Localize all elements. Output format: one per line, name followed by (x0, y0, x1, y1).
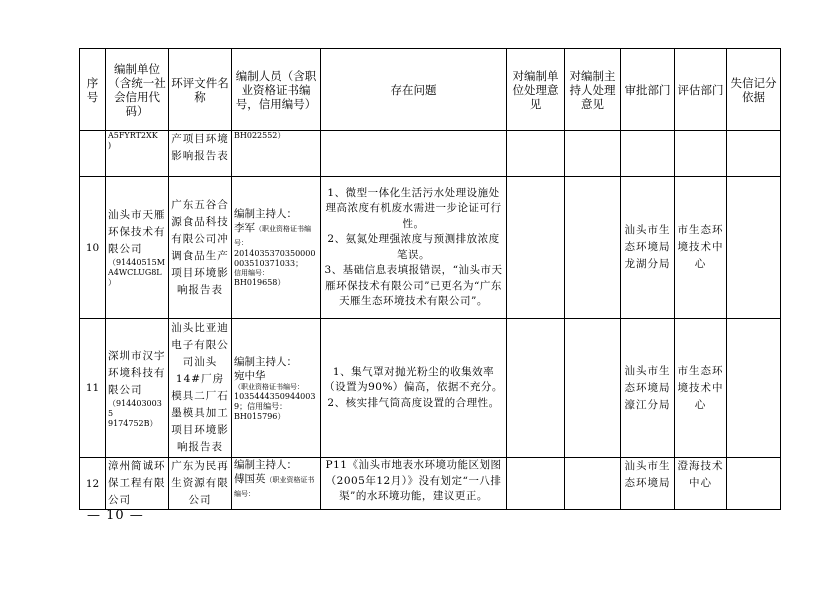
table-header-row (80, 49, 781, 131)
problem-item: P11《汕头市地表水环境功能区划图（2005年12月）》没有划定“一八排渠”的水环境功能，建议更正。 (325, 459, 502, 502)
staff-cert: 2014035370350000003510371033； (234, 249, 316, 268)
cell-unit: 漳州简诚环保工程有限公司 (106, 458, 169, 510)
unit-code: A5FYRT2XK ) (108, 131, 158, 150)
header-staff: 编制人员（含职业资格证书编号，信用编号） (232, 49, 321, 131)
cell-assess (675, 131, 727, 177)
page-number: — 10 — (87, 508, 144, 523)
staff-title: 编制主持人： (234, 355, 297, 368)
problem-table (79, 48, 781, 510)
problem-item: 3、基础信息表填报错误，“汕头市天雁环保技术有限公司”已更名为“广东天雁生态环境技术有限公司”。 (324, 264, 503, 307)
cell-unit (106, 319, 169, 458)
cell-problem (321, 177, 507, 319)
staff-code: BH022552） (234, 131, 286, 140)
cell-staff (232, 458, 321, 510)
cell-doc: 汕头比亚迪电子有限公司汕头14#厂房模具二厂石墨模具加工项目环境影响报告表 (169, 319, 232, 458)
cell-seq: 12 (80, 458, 106, 510)
cell-unit-opinion (507, 458, 565, 510)
cell-approval: 汕头市生态环境局濠江分局 (621, 319, 675, 458)
header-problem: 存在问题 (321, 49, 507, 131)
problem-item: 1、集气罩对抛光粉尘的收集效率（设置为90%）偏高，依据不充分。 (324, 365, 503, 394)
table-row (80, 458, 781, 510)
cell-assess: 市生态环境技术中心 (675, 177, 727, 319)
header-host-opinion: 对编制主持人处理意见 (565, 49, 621, 131)
staff-credit: BH019658） (234, 278, 286, 287)
staff-name: 宛中华 (234, 369, 266, 382)
unit-name: 汕头市天雁环保技术有限公司 (108, 209, 166, 255)
cell-credit (727, 131, 781, 177)
cell-approval: 汕头市生态环境局 (621, 458, 675, 510)
cell-unit-opinion (507, 177, 565, 319)
staff-note: （职业资格证书编号： (234, 476, 315, 498)
header-credit: 失信记分依据 (727, 49, 781, 131)
staff-name: 李军 (234, 222, 255, 234)
cell-staff (232, 319, 321, 458)
cell-assess: 市生态环境技术中心 (675, 319, 727, 458)
header-approval: 审批部门 (621, 49, 675, 131)
cell-staff (232, 131, 321, 177)
cell-staff (232, 177, 321, 319)
cell-problem (321, 458, 507, 510)
header-unit: 编制单位（含统一社会信用代码） (106, 49, 169, 131)
unit-code: （91440515M A4WCLUG8L ） (108, 258, 165, 287)
unit-code: （9144030035 9174752B） (108, 398, 162, 428)
cell-credit (727, 177, 781, 319)
cell-host-opinion (565, 319, 621, 458)
cell-seq: 11 (80, 319, 106, 458)
table-row (80, 177, 781, 319)
cell-unit (106, 177, 169, 319)
table-row-continued (80, 131, 781, 177)
staff-note: （职业资格证书编号： (234, 382, 304, 391)
cell-approval (621, 131, 675, 177)
cell-unit (106, 131, 169, 177)
cell-host-opinion (565, 458, 621, 510)
staff-title: 编制主持人： (234, 459, 297, 471)
staff-credit-label: 信用编号： (234, 269, 269, 277)
cell-credit (727, 319, 781, 458)
cell-assess: 澄海技术中心 (675, 458, 727, 510)
header-unit-opinion: 对编制单位处理意见 (507, 49, 565, 131)
header-seq: 序号 (80, 49, 106, 131)
cell-seq: 10 (80, 177, 106, 319)
cell-doc: 产项目环境影响报告表 (169, 131, 232, 177)
cell-host-opinion (565, 177, 621, 319)
cell-host-opinion (565, 131, 621, 177)
problem-item: 2、氨氮处理强浓度与预测排放浓度笔误。 (327, 233, 500, 261)
problem-item: 1、微型一体化生活污水处理设施处理高浓度有机废水需进一步论证可行性。 (325, 186, 502, 230)
header-assess: 评估部门 (675, 49, 727, 131)
staff-name: 傅国英 (234, 473, 266, 485)
unit-name: 深圳市汉宇环境科技有限公司 (108, 349, 166, 396)
table-row (80, 319, 781, 458)
cell-problem (321, 319, 507, 458)
cell-unit-opinion (507, 131, 565, 177)
cell-problem (321, 131, 507, 177)
cell-approval: 汕头市生态环境局龙湖分局 (621, 177, 675, 319)
header-doc: 环评文件名称 (169, 49, 232, 131)
staff-title: 编制主持人： (234, 208, 297, 220)
problem-item: 2、核实排气筒高度设置的合理性。 (327, 396, 500, 409)
staff-cert: 10354443509440039；信用编号： (234, 391, 316, 411)
cell-doc: 广东五谷合源食品科技有限公司冲调食品生产项目环境影响报告表 (169, 177, 232, 319)
staff-note: （职业资格证书编号： (234, 225, 311, 247)
cell-unit-opinion (507, 319, 565, 458)
cell-credit (727, 458, 781, 510)
staff-credit: BH015796） (234, 411, 286, 421)
cell-doc: 广东为民再生资源有限公司 (169, 458, 232, 510)
cell-seq (80, 131, 106, 177)
